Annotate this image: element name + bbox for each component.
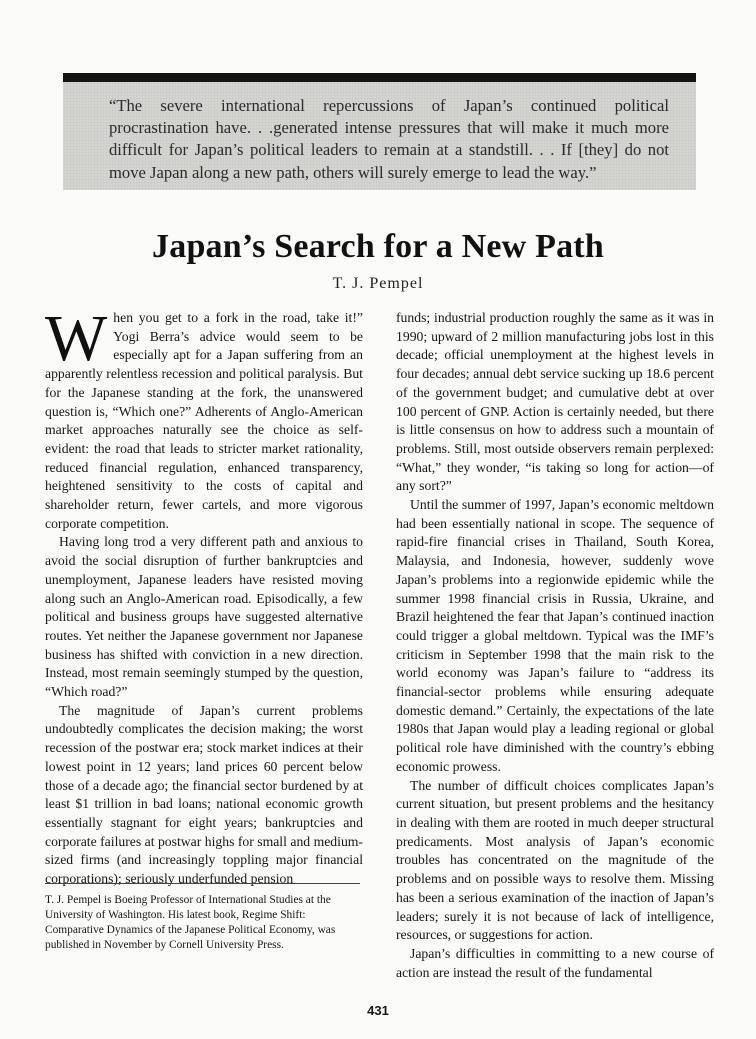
header-rule (63, 73, 696, 82)
right-column (396, 309, 714, 982)
article-author: T. J. Pempel (332, 275, 424, 292)
paragraph: Until the summer of 1997, Japan’s economic meltdown had been essentially national in scope. The sequence of rapid-fire financial crises in Thailand, South Korea, Malaysia, and Indonesia, however, suddenly wove Japan’s problems into a regionwide epidemic while the summer 1998 financial crisis in Russia, Ukraine, and Brazil heightened the fear that Japan’s continued inaction could trigger a global meltdown. Typical was the IMF’s criticism in September 1998 that the main risk to the world economy was Japan’s failure to “address its financial-sector problems while ensuring adequate domestic demand.” Certainly, the expectations of the late 1980s that Japan would play a leading regional or global political role have diminished with the country’s ebbing economic prowess. (396, 497, 714, 774)
paragraph: When you get to a fork in the road, take it!” Yogi Berra’s advice would seem to be especially apt for a Japan suffering from an apparently relentless recession and political paralysis. But for the Japanese standing at the fork, the unanswered question is, “Which one?” Adherents of Anglo-American market approaches naturally see the choice as self-evident: the road that leads to stricter market rationality, reduced financial regulation, enhanced transparency, heightened sensitivity to the costs of capital and shareholder return, fewer cartels, and more vigorous corporate competition. (45, 302, 363, 531)
paragraph: The magnitude of Japan’s current problems undoubtedly complicates the decision making; the worst recession of the postwar era; stock market indices at their lowest point in 12 years; land prices 60 percent below those of a decade ago; the financial sector burdened by at least $1 trillion in bad loans; national economic growth essentially stagnant for eight years; bankruptcies and corporate failures at postwar highs for small and medium-sized firms (and increasingly toppling major financial corporations); seriously underfunded pension (45, 702, 363, 887)
article-title: Japan’s Search for a New Path (152, 228, 604, 265)
paragraph: funds; industrial production roughly the same as it was in 1990; upward of 2 million manufacturing jobs lost in this decade; official unemployment at the highest levels in four decades; annual debt service sucking up 18.6 percent of the government budget; and cumulative debt at over 100 percent of GNP. Action is certainly needed, but there is little consensus on how to address such a mountain of problems. Still, most outside observers remain perplexed: “What,” they wonder, “is taking so long for action—of any sort?” (396, 310, 714, 494)
page-number: 431 (367, 1003, 389, 1018)
pull-quote: “The severe international repercussions of Japan’s continued political procrastination have. . .generated intense pressures that will make it much more difficult for Japan’s political leaders to remain at a standstill. . . If [they] do not move Japan along a new path, others will surely emerge to lead the way.” (109, 96, 669, 182)
footnote-divider (45, 883, 360, 884)
pull-quote-box (63, 82, 696, 190)
drop-cap: W (45, 302, 108, 375)
author-footnote: T. J. Pempel is Boeing Professor of International Studies at the University of Washington. His latest book, Regime Shift: Comparative Dynamics of the Japanese Political Economy, was published in November by Cornell University Press. (45, 894, 336, 951)
left-column (45, 302, 363, 889)
paragraph: The number of difficult choices complicates Japan’s current situation, but present problems and the hesitancy in dealing with them are rooted in much deeper structural predicaments. Most analysis of Japan’s economic troubles has concentrated on the magnitude of the problems and on possible ways to resolve them. Missing has been a serious examination of the inaction of Japan’s leaders; surely it is not because of lack of intelligence, resources, or suggestions for action. (396, 777, 714, 943)
paragraph: Japan’s difficulties in committing to a new course of action are instead the result of the fundamental (396, 945, 714, 980)
paragraph: Having long trod a very different path and anxious to avoid the social disruption of further bankruptcies and unemployment, Japanese leaders have resisted moving along such an Anglo-American road. Episodically, a few political and business groups have suggested alternative routes. Yet neither the Japanese government nor Japanese business has shifted with conviction in a new direction. Instead, most remain seemingly stumped by the question, “Which road?” (45, 534, 363, 700)
